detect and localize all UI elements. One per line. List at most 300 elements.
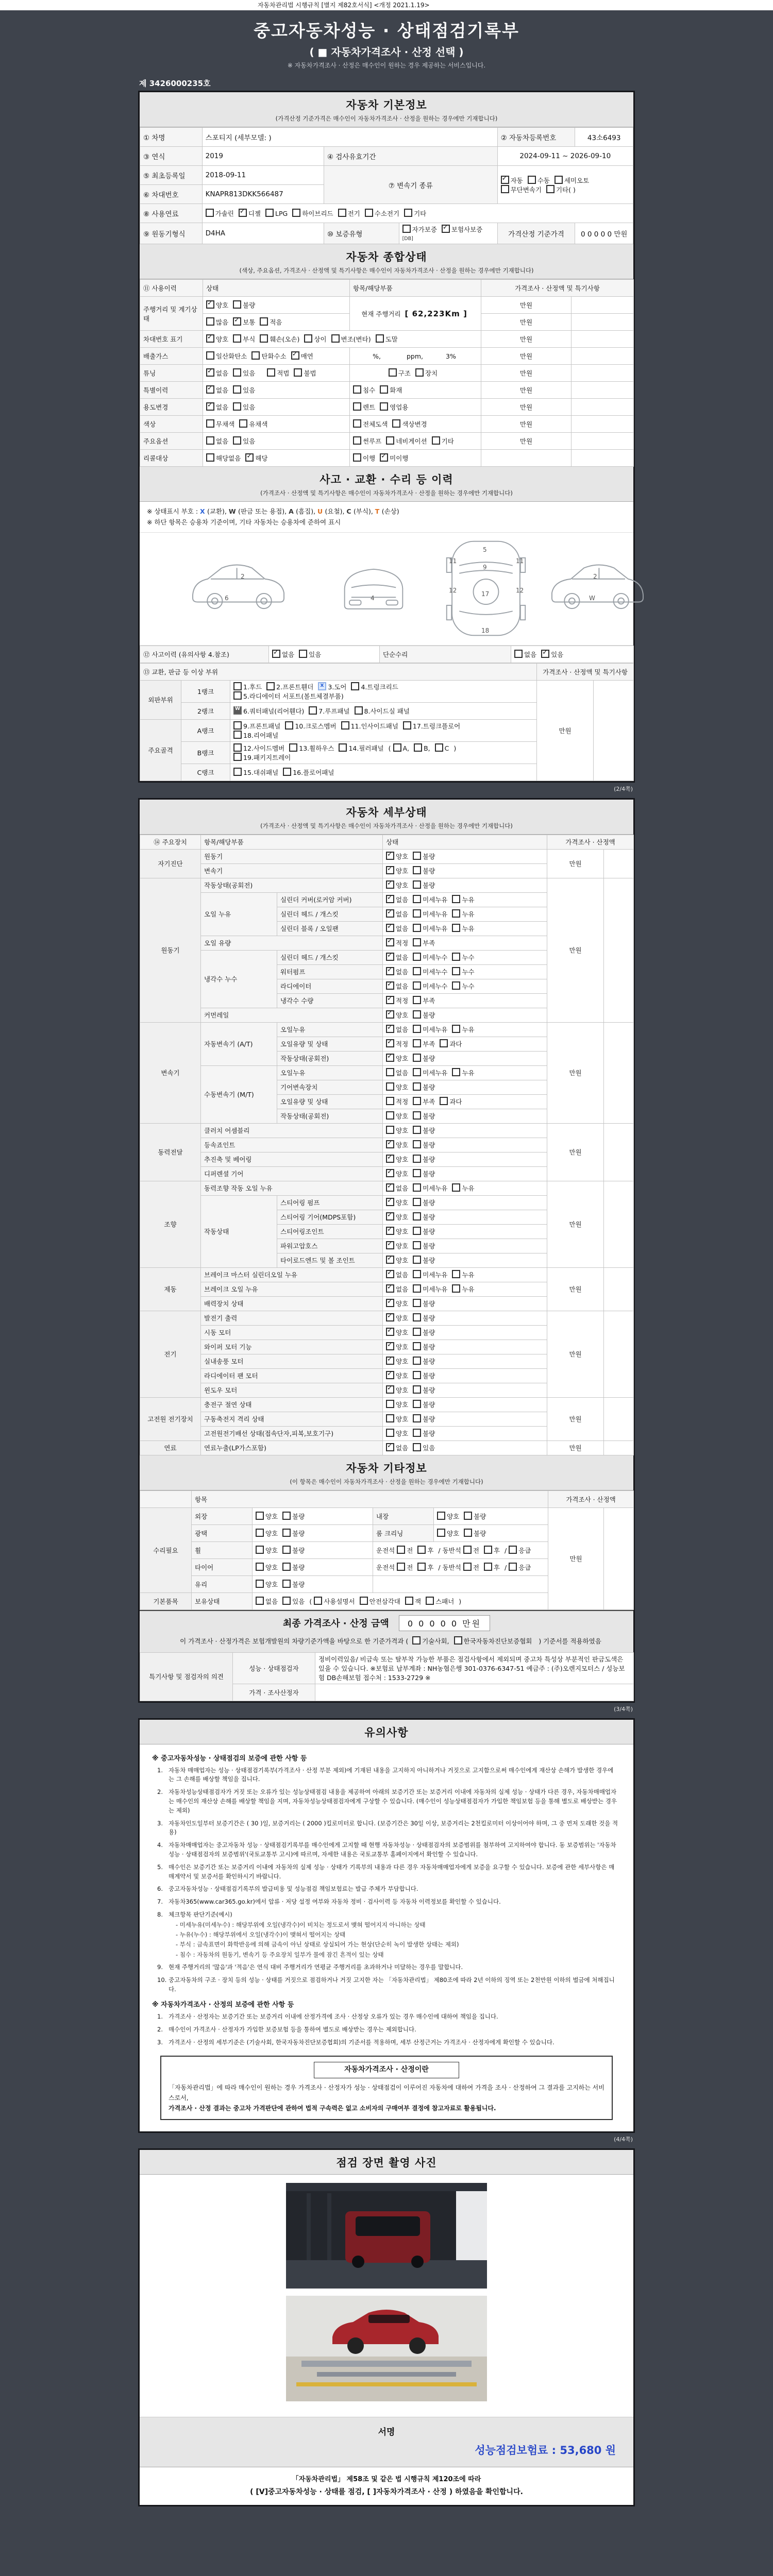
checkbox-box[interactable] (426, 1597, 434, 1605)
checkbox-box[interactable] (353, 419, 361, 428)
checkbox-불량[interactable] (464, 1529, 486, 1538)
checkbox-box[interactable] (528, 176, 536, 184)
checkbox-누수[interactable] (452, 981, 474, 991)
checkbox-12.사이드멤버[interactable] (233, 743, 284, 753)
checkbox-box[interactable] (233, 768, 242, 776)
checkbox-box[interactable] (386, 1169, 394, 1177)
checkbox-누유[interactable] (452, 1183, 474, 1193)
checkbox-box[interactable] (353, 453, 361, 462)
checkbox-양호[interactable] (386, 1299, 408, 1308)
checkbox-적정[interactable] (386, 1039, 408, 1048)
checkbox-양호[interactable] (256, 1529, 278, 1538)
checkbox-box[interactable] (285, 721, 293, 730)
checkbox-양호[interactable] (386, 1010, 408, 1020)
checkbox-양호[interactable] (386, 1357, 408, 1366)
checkbox-불량[interactable] (413, 1082, 435, 1092)
checkbox-누유[interactable] (452, 1025, 474, 1034)
checkbox-불량[interactable] (282, 1546, 305, 1555)
checkbox-box[interactable] (233, 300, 241, 309)
checkbox-기타( )[interactable] (546, 185, 576, 194)
checkbox-box[interactable] (413, 1256, 421, 1264)
checkbox-양호[interactable] (206, 334, 228, 344)
checkbox-box[interactable] (386, 1198, 394, 1206)
checkbox-box[interactable] (266, 682, 275, 690)
checkbox-화재[interactable] (380, 385, 402, 395)
checkbox-box[interactable] (437, 1529, 445, 1537)
checkbox-불량[interactable] (413, 1313, 435, 1323)
checkbox-양호[interactable] (386, 1140, 408, 1149)
checkbox-침수[interactable] (353, 385, 375, 395)
checkbox-box[interactable] (413, 1155, 421, 1163)
checkbox-box[interactable] (413, 1111, 421, 1120)
checkbox-box[interactable] (309, 706, 317, 715)
checkbox-box[interactable] (484, 1563, 492, 1571)
checkbox-box[interactable] (341, 721, 349, 730)
checkbox-있음[interactable] (541, 650, 563, 659)
checkbox-box[interactable] (386, 1082, 394, 1091)
checkbox-box[interactable] (289, 743, 297, 752)
checkbox-box[interactable] (452, 1068, 460, 1076)
checkbox-불량[interactable] (282, 1529, 305, 1538)
checkbox-box[interactable] (392, 419, 400, 428)
checkbox-box[interactable] (380, 453, 388, 462)
checkbox-box[interactable] (331, 334, 340, 343)
checkbox-있음[interactable] (233, 368, 255, 378)
checkbox-box[interactable] (413, 1313, 421, 1321)
checkbox-box[interactable] (463, 1563, 472, 1571)
checkbox-양호[interactable] (386, 1111, 408, 1121)
checkbox-부족[interactable] (413, 1097, 435, 1106)
checkbox-box[interactable] (417, 1563, 426, 1571)
checkbox-미세누유[interactable] (413, 1183, 447, 1193)
checkbox-불량[interactable] (413, 1357, 435, 1366)
checkbox-미세누유[interactable] (413, 924, 447, 933)
checkbox-box[interactable] (484, 1546, 492, 1554)
checkbox-box[interactable] (413, 1039, 421, 1047)
checkbox-box[interactable] (464, 1529, 472, 1537)
checkbox-box[interactable] (233, 402, 241, 411)
checkbox-불량[interactable] (413, 1241, 435, 1250)
checkbox-양호[interactable] (386, 1198, 408, 1207)
checkbox-없음[interactable] (206, 402, 228, 412)
checkbox-없음[interactable] (386, 1443, 408, 1452)
checkbox-box[interactable] (413, 1342, 421, 1350)
checkbox-8.사이드실 패널[interactable] (355, 706, 410, 716)
checkbox-box[interactable] (402, 225, 411, 233)
checkbox-미세누유[interactable] (413, 1270, 447, 1279)
checkbox-box[interactable] (386, 1385, 394, 1394)
checkbox-box[interactable] (206, 419, 214, 428)
checkbox-없음[interactable] (386, 924, 408, 933)
checkbox-도말[interactable] (376, 334, 398, 344)
checkbox-B,[interactable] (414, 743, 430, 752)
checkbox-box[interactable] (282, 1512, 291, 1520)
checkbox-box[interactable] (233, 743, 242, 752)
checkbox-box[interactable] (413, 1212, 421, 1221)
checkbox-전체도색[interactable] (353, 419, 388, 429)
checkbox-box[interactable] (206, 317, 214, 326)
checkbox-box[interactable] (260, 317, 268, 326)
checkbox-5.라디에이터 서포트(볼트체결부품)[interactable] (233, 691, 344, 701)
checkbox-box[interactable] (413, 1284, 421, 1293)
checkbox-box[interactable] (233, 317, 241, 326)
checkbox-보험사보증[interactable] (442, 225, 482, 234)
checkbox-양호[interactable] (386, 1212, 408, 1222)
checkbox-기타[interactable] (404, 209, 426, 218)
checkbox-box[interactable] (452, 1025, 460, 1033)
checkbox-box[interactable] (386, 436, 394, 445)
checkbox-네비게이션[interactable] (386, 436, 427, 446)
checkbox-box[interactable] (413, 1299, 421, 1307)
checkbox-box[interactable] (256, 1597, 264, 1605)
checkbox-누유[interactable] (452, 1270, 474, 1279)
checkbox-box[interactable] (463, 1546, 472, 1554)
checkbox-box[interactable] (389, 368, 397, 377)
checkbox-box[interactable] (206, 334, 214, 343)
checkbox-18.리어패널[interactable] (233, 731, 278, 740)
checkbox-box[interactable] (413, 967, 421, 975)
checkbox-미세누수[interactable] (413, 967, 447, 976)
checkbox-box[interactable] (206, 453, 214, 462)
checkbox-box[interactable] (206, 402, 214, 411)
checkbox-색상변경[interactable] (392, 419, 427, 429)
checkbox-box[interactable] (386, 938, 394, 946)
checkbox-box[interactable] (413, 1429, 421, 1437)
checkbox-box[interactable] (386, 1371, 394, 1379)
checkbox-기술사회,[interactable] (412, 1636, 449, 1646)
checkbox-box[interactable] (415, 368, 424, 377)
checkbox-양호[interactable] (437, 1512, 459, 1521)
checkbox-box[interactable] (339, 743, 347, 752)
checkbox-box[interactable] (554, 176, 563, 184)
checkbox-양호[interactable] (386, 1400, 408, 1409)
checkbox-box[interactable] (233, 334, 241, 343)
checkbox-후[interactable] (484, 1563, 500, 1572)
checkbox-이행[interactable] (353, 453, 375, 463)
checkbox-적법[interactable] (267, 368, 289, 378)
checkbox-기타[interactable] (432, 436, 454, 446)
checkbox-양호[interactable] (386, 1241, 408, 1250)
checkbox-box[interactable] (386, 996, 394, 1004)
checkbox-box[interactable] (256, 1546, 264, 1554)
checkbox-box[interactable] (351, 682, 359, 690)
checkbox-해당[interactable] (245, 453, 267, 463)
checkbox-box[interactable] (386, 1227, 394, 1235)
checkbox-스패너[interactable] (426, 1597, 454, 1606)
checkbox-box[interactable] (412, 1636, 421, 1645)
checkbox-box[interactable] (386, 967, 394, 975)
checkbox-box[interactable] (386, 1400, 394, 1408)
checkbox-전[interactable] (463, 1546, 479, 1555)
checkbox-box[interactable] (546, 185, 554, 193)
checkbox-box[interactable] (452, 1270, 460, 1278)
checkbox-box[interactable] (386, 895, 394, 903)
checkbox-box[interactable] (413, 1126, 421, 1134)
checkbox-없음[interactable] (386, 967, 408, 976)
checkbox-양호[interactable] (386, 1385, 408, 1395)
checkbox-box[interactable] (353, 385, 361, 394)
checkbox-box[interactable] (386, 1357, 394, 1365)
checkbox-불량[interactable] (413, 1429, 435, 1438)
checkbox-box[interactable] (413, 1082, 421, 1091)
checkbox-10.크로스멤버[interactable] (285, 721, 336, 731)
checkbox-후[interactable] (417, 1563, 433, 1572)
checkbox-box[interactable] (413, 953, 421, 961)
checkbox-하이브리드[interactable] (292, 209, 333, 218)
checkbox-수소전기[interactable] (365, 209, 399, 218)
checkbox-box[interactable] (452, 981, 460, 990)
checkbox-불량[interactable] (413, 1371, 435, 1380)
checkbox-box[interactable] (413, 1010, 421, 1019)
checkbox-훼손(오손)[interactable] (260, 334, 299, 344)
checkbox-box[interactable] (386, 1313, 394, 1321)
checkbox-미세누수[interactable] (413, 981, 447, 991)
checkbox-box[interactable] (338, 209, 346, 217)
checkbox-box[interactable] (256, 1529, 264, 1537)
checkbox-영업용[interactable] (380, 402, 408, 412)
checkbox-A,[interactable] (393, 743, 410, 752)
checkbox-렌트[interactable] (353, 402, 375, 412)
checkbox-box[interactable] (318, 682, 326, 690)
checkbox-양호[interactable] (386, 1313, 408, 1323)
checkbox-양호[interactable] (386, 880, 408, 890)
checkbox-box[interactable] (435, 743, 443, 752)
checkbox-box[interactable] (393, 743, 401, 752)
checkbox-box[interactable] (251, 351, 260, 360)
checkbox-없음[interactable] (386, 1183, 408, 1193)
checkbox-box[interactable] (282, 1597, 291, 1605)
checkbox-box[interactable] (353, 402, 361, 411)
checkbox-11.인사이드패널[interactable] (341, 721, 398, 731)
checkbox-box[interactable] (413, 981, 421, 990)
checkbox-box[interactable] (206, 368, 214, 377)
checkbox-불량[interactable] (413, 1198, 435, 1207)
checkbox-box[interactable] (413, 1183, 421, 1192)
checkbox-box[interactable] (386, 1068, 394, 1076)
checkbox-없음[interactable] (386, 909, 408, 919)
checkbox-없음[interactable] (386, 1284, 408, 1294)
checkbox-누수[interactable] (452, 953, 474, 962)
checkbox-box[interactable] (413, 1169, 421, 1177)
checkbox-box[interactable] (291, 351, 299, 360)
checkbox-양호[interactable] (206, 300, 228, 310)
checkbox-box[interactable] (413, 880, 421, 889)
checkbox-box[interactable] (452, 895, 460, 903)
checkbox-box[interactable] (386, 1270, 394, 1278)
checkbox-양호[interactable] (386, 1082, 408, 1092)
checkbox-box[interactable] (386, 1183, 394, 1192)
checkbox-box[interactable] (386, 1155, 394, 1163)
checkbox-box[interactable] (386, 1111, 394, 1120)
checkbox-box[interactable] (239, 419, 247, 428)
checkbox-부족[interactable] (413, 996, 435, 1005)
checkbox-없음[interactable] (206, 368, 228, 378)
checkbox-box[interactable] (386, 1328, 394, 1336)
checkbox-box[interactable] (239, 209, 247, 217)
checkbox-box[interactable] (294, 368, 302, 377)
checkbox-box[interactable] (413, 852, 421, 860)
checkbox-box[interactable] (206, 351, 214, 360)
checkbox-수동[interactable] (528, 176, 550, 185)
checkbox-box[interactable] (386, 1039, 394, 1047)
checkbox-box[interactable] (413, 1054, 421, 1062)
checkbox-box[interactable] (386, 1140, 394, 1148)
checkbox-box[interactable] (386, 909, 394, 918)
checkbox-14.필러패널[interactable] (339, 743, 383, 753)
checkbox-누수[interactable] (452, 967, 474, 976)
checkbox-C[interactable] (435, 743, 449, 752)
checkbox-16.플로어패널[interactable] (283, 768, 334, 777)
checkbox-부족[interactable] (413, 1039, 435, 1048)
checkbox-17.트렁크플로어[interactable] (403, 721, 460, 731)
checkbox-box[interactable] (413, 895, 421, 903)
checkbox-box[interactable] (256, 1580, 264, 1588)
checkbox-불량[interactable] (233, 300, 255, 310)
checkbox-무단변속기[interactable] (501, 185, 542, 194)
checkbox-box[interactable] (413, 1227, 421, 1235)
checkbox-9.프론트패널[interactable] (233, 721, 280, 731)
checkbox-불량[interactable] (413, 1111, 435, 1121)
checkbox-불량[interactable] (413, 1227, 435, 1236)
checkbox-많음[interactable] (206, 317, 228, 327)
checkbox-양호[interactable] (256, 1512, 278, 1521)
checkbox-잭[interactable] (405, 1597, 421, 1606)
checkbox-전기[interactable] (338, 209, 360, 218)
checkbox-불량[interactable] (413, 1414, 435, 1423)
checkbox-누유[interactable] (452, 924, 474, 933)
checkbox-box[interactable] (413, 1371, 421, 1379)
checkbox-box[interactable] (386, 880, 394, 889)
checkbox-해당없음[interactable] (206, 453, 241, 463)
checkbox-일산화탄소[interactable] (206, 351, 247, 361)
checkbox-미세누유[interactable] (413, 895, 447, 904)
checkbox-불량[interactable] (413, 866, 435, 875)
checkbox-box[interactable] (413, 938, 421, 946)
checkbox-box[interactable] (386, 1025, 394, 1033)
checkbox-자동[interactable] (501, 176, 523, 185)
checkbox-과다[interactable] (440, 1039, 462, 1048)
checkbox-box[interactable] (265, 209, 274, 217)
checkbox-box[interactable] (452, 1284, 460, 1293)
checkbox-미세누수[interactable] (413, 953, 447, 962)
checkbox-불량[interactable] (413, 1385, 435, 1395)
checkbox-불량[interactable] (413, 1169, 435, 1178)
checkbox-box[interactable] (206, 436, 214, 445)
checkbox-무채색[interactable] (206, 419, 234, 429)
checkbox-box[interactable] (413, 909, 421, 918)
checkbox-box[interactable] (509, 1546, 517, 1554)
checkbox-누유[interactable] (452, 1068, 474, 1077)
checkbox-없음[interactable] (206, 436, 228, 446)
checkbox-불량[interactable] (413, 1328, 435, 1337)
checkbox-적정[interactable] (386, 938, 408, 947)
checkbox-양호[interactable] (437, 1529, 459, 1538)
checkbox-썬루프[interactable] (353, 436, 381, 446)
checkbox-없음[interactable] (514, 650, 536, 659)
checkbox-box[interactable] (386, 1054, 394, 1062)
checkbox-box[interactable] (464, 1512, 472, 1520)
checkbox-4.트렁크리드[interactable] (351, 682, 398, 691)
checkbox-box[interactable] (442, 225, 450, 233)
checkbox-box[interactable] (413, 1241, 421, 1249)
checkbox-양호[interactable] (386, 1169, 408, 1178)
checkbox-box[interactable] (386, 1443, 394, 1451)
checkbox-box[interactable] (233, 721, 242, 730)
checkbox-box[interactable] (360, 1597, 368, 1605)
checkbox-후[interactable] (417, 1546, 433, 1555)
checkbox-13.휠하우스[interactable] (289, 743, 334, 753)
checkbox-box[interactable] (386, 924, 394, 932)
checkbox-box[interactable] (267, 368, 275, 377)
checkbox-전[interactable] (397, 1563, 413, 1572)
checkbox-box[interactable] (380, 385, 388, 394)
checkbox-box[interactable] (413, 1068, 421, 1076)
checkbox-없음[interactable] (206, 385, 228, 395)
checkbox-미세누유[interactable] (413, 1284, 447, 1294)
checkbox-없음[interactable] (256, 1597, 278, 1606)
checkbox-box[interactable] (386, 1342, 394, 1350)
checkbox-box[interactable] (233, 436, 241, 445)
checkbox-부식[interactable] (233, 334, 255, 344)
checkbox-불량[interactable] (413, 1155, 435, 1164)
checkbox-box[interactable] (397, 1563, 405, 1571)
checkbox-box[interactable] (452, 909, 460, 918)
checkbox-box[interactable] (413, 1328, 421, 1336)
checkbox-box[interactable] (282, 1563, 291, 1571)
checkbox-불법[interactable] (294, 368, 316, 378)
checkbox-불량[interactable] (413, 1054, 435, 1063)
checkbox-box[interactable] (413, 1400, 421, 1408)
checkbox-양호[interactable] (386, 1054, 408, 1063)
checkbox-box[interactable] (452, 1183, 460, 1192)
checkbox-box[interactable] (386, 1010, 394, 1019)
checkbox-있음[interactable] (233, 402, 255, 412)
checkbox-양호[interactable] (386, 1342, 408, 1351)
checkbox-불량[interactable] (413, 1126, 435, 1135)
checkbox-box[interactable] (376, 334, 384, 343)
checkbox-양호[interactable] (386, 852, 408, 861)
checkbox-없음[interactable] (386, 981, 408, 991)
checkbox-유채색[interactable] (239, 419, 267, 429)
checkbox-box[interactable] (292, 209, 300, 217)
checkbox-box[interactable] (386, 1212, 394, 1221)
checkbox-7.루프패널[interactable] (309, 706, 349, 716)
checkbox-있음[interactable] (413, 1443, 435, 1452)
checkbox-box[interactable] (413, 1097, 421, 1105)
checkbox-부족[interactable] (413, 938, 435, 947)
checkbox-box[interactable] (514, 650, 523, 658)
checkbox-불량[interactable] (413, 852, 435, 861)
checkbox-적정[interactable] (386, 1097, 408, 1106)
checkbox-box[interactable] (413, 1443, 421, 1451)
marker-w-6.쿼터패널(리어휀다)[interactable] (233, 706, 304, 716)
checkbox-양호[interactable] (256, 1580, 278, 1589)
checkbox-box[interactable] (355, 706, 363, 715)
checkbox-안전삼각대[interactable] (360, 1597, 400, 1606)
checkbox-불량[interactable] (413, 1010, 435, 1020)
checkbox-box[interactable] (386, 1256, 394, 1264)
checkbox-box[interactable] (413, 924, 421, 932)
checkbox-box[interactable] (413, 996, 421, 1004)
checkbox-불량[interactable] (282, 1563, 305, 1572)
checkbox-box[interactable] (386, 1414, 394, 1422)
checkbox-box[interactable] (432, 436, 440, 445)
checkbox-장치[interactable] (415, 368, 438, 378)
checkbox-불량[interactable] (282, 1580, 305, 1589)
checkbox-box[interactable] (206, 385, 214, 394)
checkbox-box[interactable] (413, 1140, 421, 1148)
checkbox-불량[interactable] (413, 1212, 435, 1222)
